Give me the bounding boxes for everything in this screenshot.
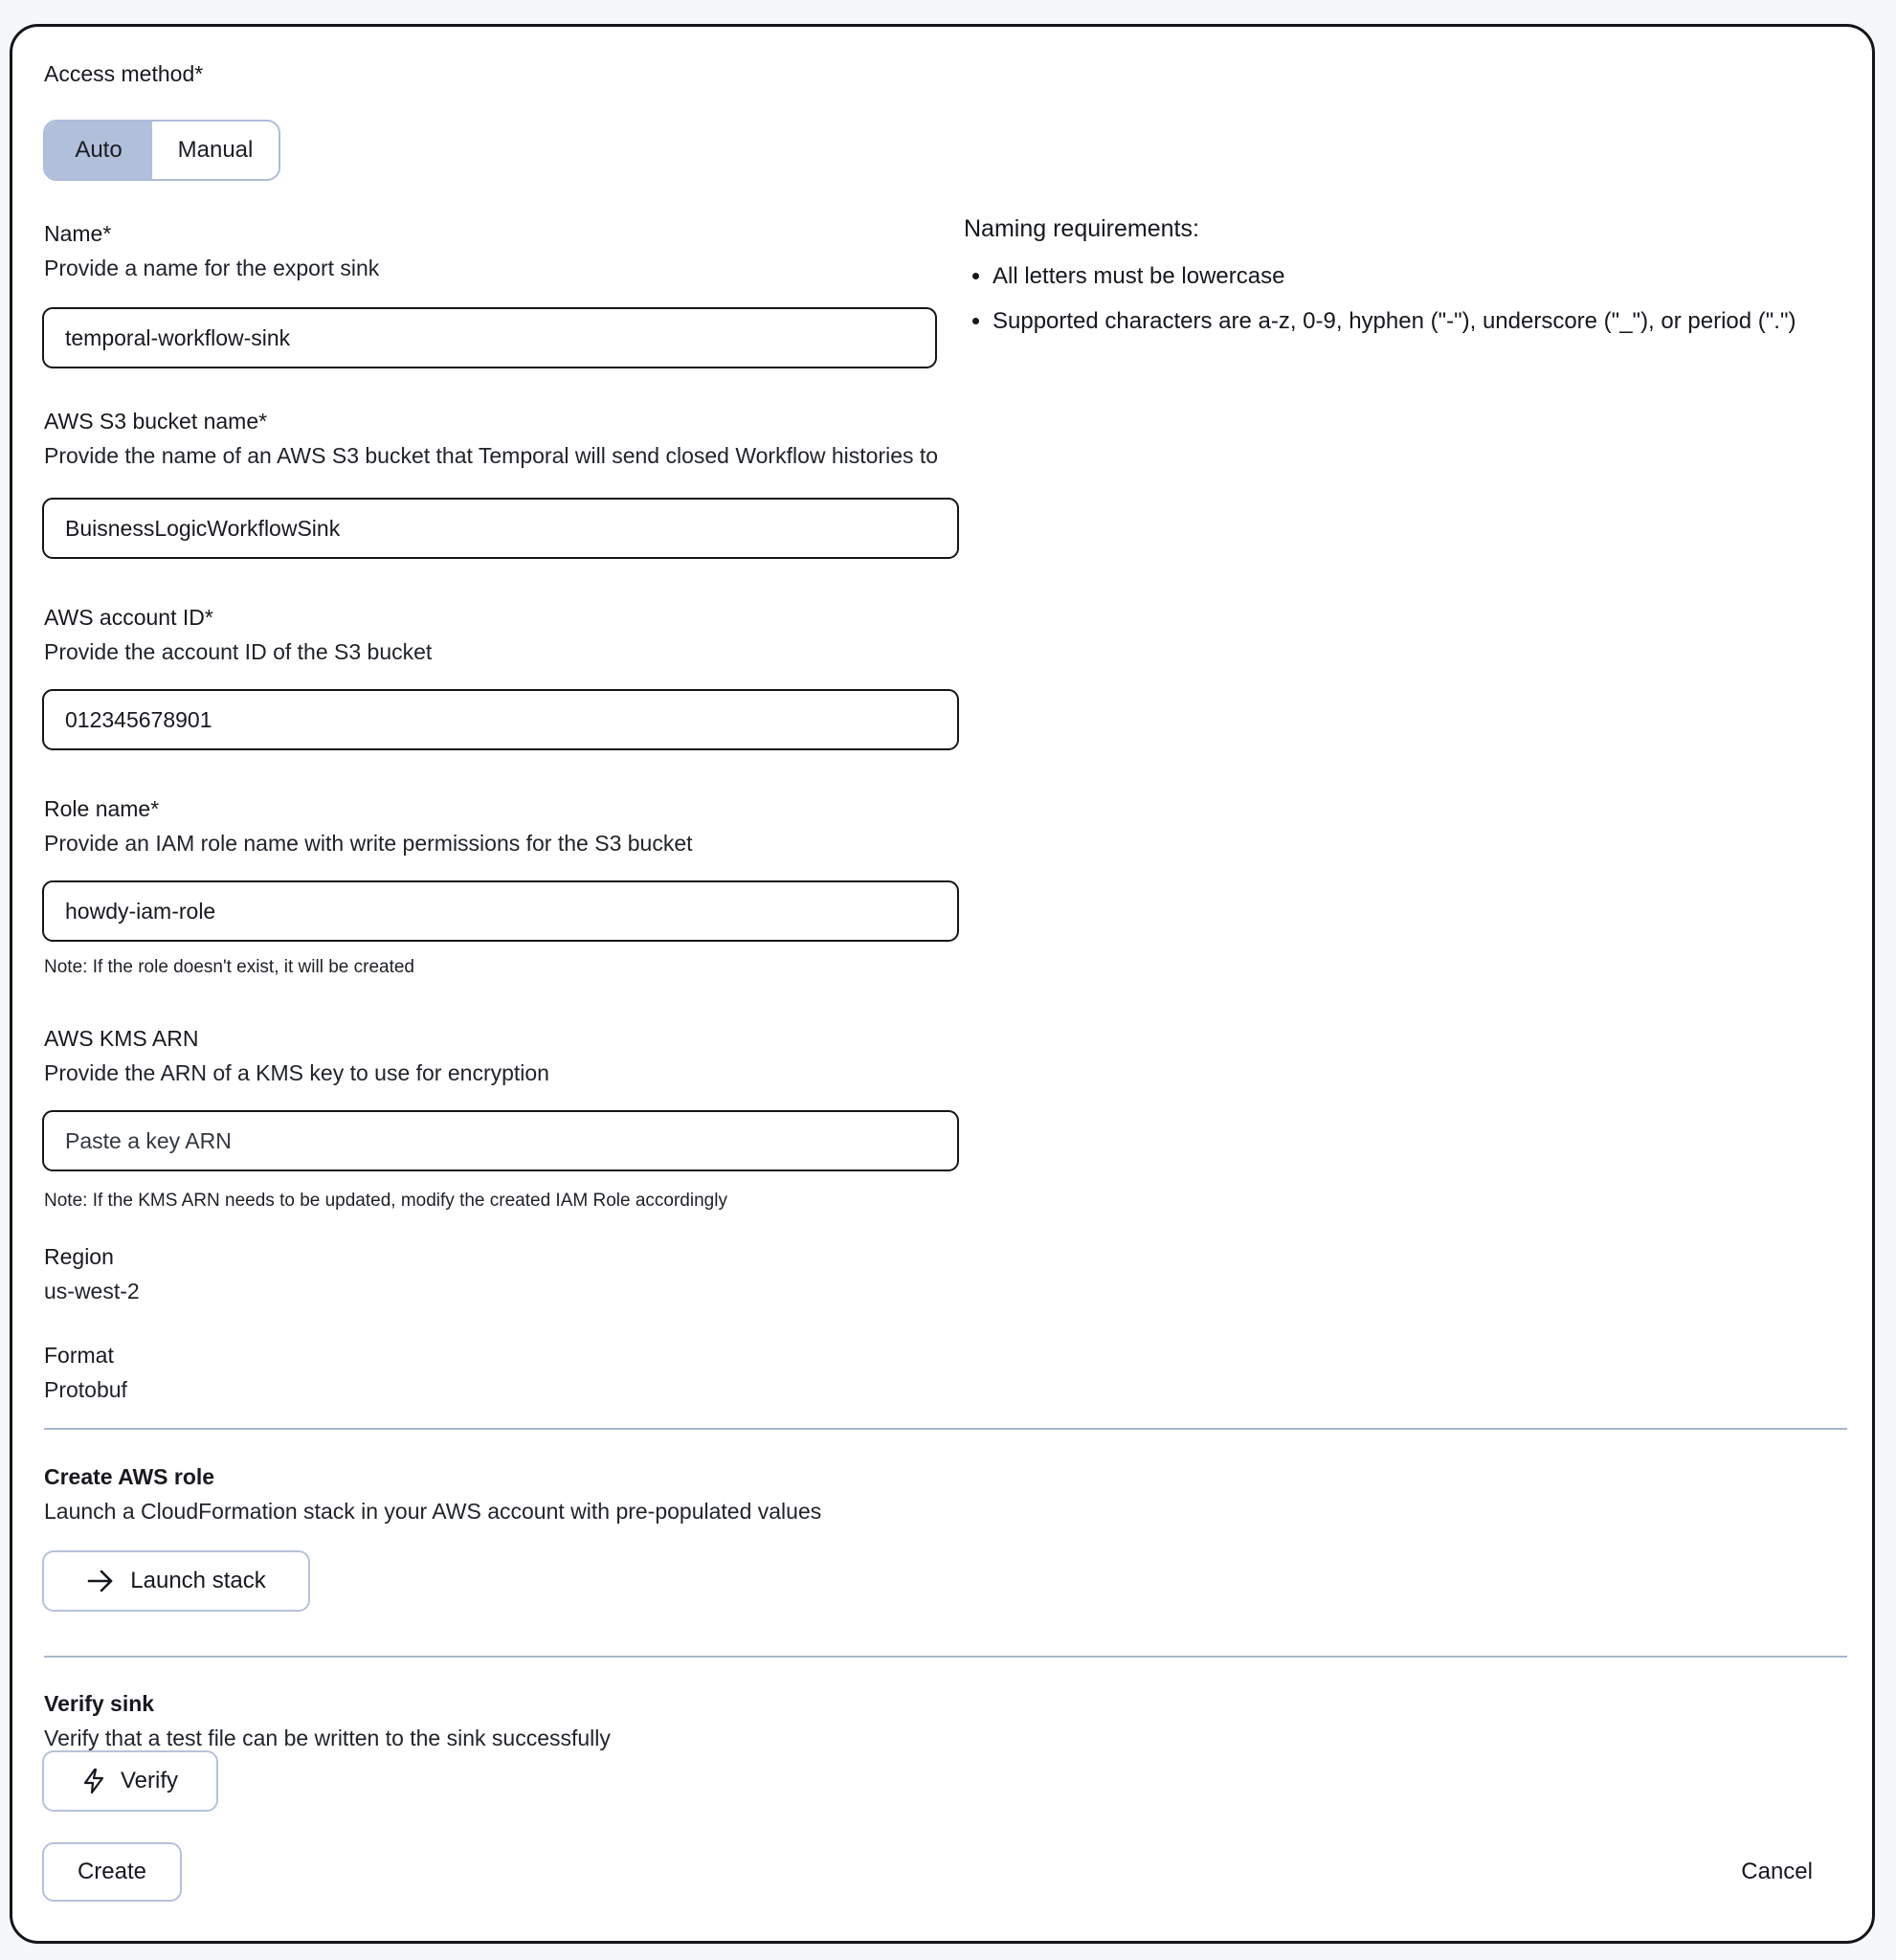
access-method-toggle[interactable] [43,120,280,181]
s3-bucket-label: AWS S3 bucket name* [44,409,268,434]
format-value: Protobuf [44,1377,127,1402]
kms-arn-note: Note: If the KMS ARN needs to be updated, modify the created IAM Role accordingly [44,1191,727,1211]
toggle-option-auto[interactable]: Auto [45,122,152,179]
naming-requirement-item: • All letters must be lowercase [993,258,1830,295]
s3-bucket-description: Provide the name of an AWS S3 bucket that Temporal will send closed Workflow histories to [44,443,939,468]
naming-requirements [964,215,1830,348]
verify-sink-description: Verify that a test file can be written to the sink successfully [44,1726,611,1750]
cancel-link[interactable]: Cancel [1741,1859,1813,1884]
kms-arn-input[interactable] [42,1110,959,1171]
format-label: Format [44,1343,114,1368]
kms-arn-label: AWS KMS ARN [44,1026,199,1051]
kms-arn-description: Provide the ARN of a KMS key to use for encryption [44,1060,549,1085]
verify-button[interactable] [42,1750,218,1812]
section-divider [44,1428,1847,1430]
arrow-right-icon [86,1569,115,1593]
create-button[interactable] [42,1842,182,1902]
role-name-label: Role name* [44,796,160,821]
region-value: us-west-2 [44,1279,140,1303]
account-id-input[interactable] [42,689,959,750]
role-name-input[interactable] [42,880,959,942]
export-sink-form-card [10,24,1875,1944]
region-label: Region [44,1244,114,1269]
launch-stack-button[interactable] [42,1550,310,1612]
naming-requirement-item: • Supported characters are a-z, 0-9, hyphen ("-"), underscore ("_"), or period (".") [993,303,1830,340]
section-divider [44,1656,1847,1658]
name-input[interactable] [42,307,937,368]
launch-stack-label: Launch stack [130,1568,266,1593]
verify-label: Verify [120,1768,179,1793]
create-aws-role-description: Launch a CloudFormation stack in your AWS account with pre-populated values [44,1499,822,1524]
create-aws-role-title: Create AWS role [44,1464,215,1489]
zap-icon [82,1768,105,1794]
name-description: Provide a name for the export sink [44,256,380,280]
name-label: Name* [44,221,112,246]
account-id-label: AWS account ID* [44,605,213,630]
role-name-note: Note: If the role doesn't exist, it will be created [44,957,414,977]
verify-sink-title: Verify sink [44,1691,155,1716]
access-method-label: Access method* [44,61,204,86]
create-label: Create [77,1859,147,1884]
s3-bucket-input[interactable] [42,498,959,559]
naming-requirements-title: Naming requirements: [964,215,1199,242]
toggle-option-manual[interactable]: Manual [152,122,279,179]
account-id-description: Provide the account ID of the S3 bucket [44,639,433,664]
role-name-description: Provide an IAM role name with write permissions for the S3 bucket [44,831,693,856]
